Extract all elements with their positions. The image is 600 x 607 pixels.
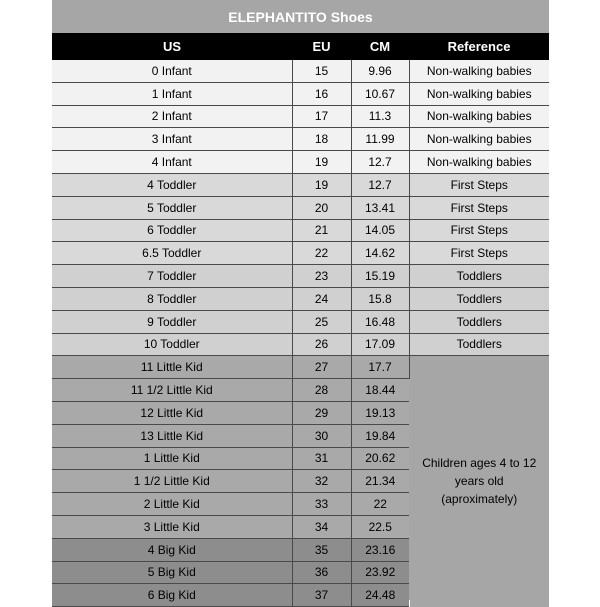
cell-eu: 36	[292, 561, 351, 584]
cell-cm: 14.05	[351, 219, 409, 242]
cell-us: 9 Toddler	[52, 310, 292, 333]
table-row	[52, 287, 549, 310]
header-reference: Reference	[409, 33, 549, 60]
cell-eu: 17	[292, 105, 351, 128]
header-cm: CM	[351, 33, 409, 60]
cell-reference: First Steps	[409, 196, 549, 219]
table-row	[52, 310, 549, 333]
cell-cm: 22	[351, 493, 409, 516]
cell-us: 4 Infant	[52, 151, 292, 174]
cell-reference: Toddlers	[409, 265, 549, 288]
cell-eu: 29	[292, 401, 351, 424]
size-chart	[52, 0, 549, 603]
cell-us: 3 Infant	[52, 128, 292, 151]
cell-eu: 19	[292, 173, 351, 196]
cell-cm: 23.16	[351, 538, 409, 561]
cell-reference: First Steps	[409, 173, 549, 196]
cell-eu: 18	[292, 128, 351, 151]
cell-cm: 11.99	[351, 128, 409, 151]
table-row	[52, 219, 549, 242]
cell-cm: 15.19	[351, 265, 409, 288]
table-row	[52, 173, 549, 196]
cell-us: 2 Little Kid	[52, 493, 292, 516]
cell-cm: 22.5	[351, 515, 409, 538]
cell-eu: 21	[292, 219, 351, 242]
cell-cm: 12.7	[351, 151, 409, 174]
table-row	[52, 60, 549, 82]
cell-eu: 25	[292, 310, 351, 333]
cell-cm: 9.96	[351, 60, 409, 82]
cell-eu: 20	[292, 196, 351, 219]
cell-us: 6.5 Toddler	[52, 242, 292, 265]
cell-eu: 28	[292, 379, 351, 402]
cell-reference: Non-walking babies	[409, 60, 549, 82]
header-eu: EU	[292, 33, 351, 60]
cell-us: 5 Toddler	[52, 196, 292, 219]
cell-cm: 14.62	[351, 242, 409, 265]
cell-reference: First Steps	[409, 219, 549, 242]
table-row	[52, 333, 549, 356]
cell-reference: Toddlers	[409, 333, 549, 356]
merged-reference-text: Children ages 4 to 12 years old (aproximately)	[422, 456, 537, 507]
cell-cm: 12.7	[351, 173, 409, 196]
cell-cm: 21.34	[351, 470, 409, 493]
cell-reference-merged	[409, 356, 549, 607]
header-row	[52, 33, 549, 60]
cell-eu: 15	[292, 60, 351, 82]
cell-us: 1 Little Kid	[52, 447, 292, 470]
header-us: US	[52, 33, 292, 60]
cell-cm: 11.3	[351, 105, 409, 128]
cell-cm: 20.62	[351, 447, 409, 470]
cell-reference: Non-walking babies	[409, 151, 549, 174]
cell-us: 12 Little Kid	[52, 401, 292, 424]
cell-us: 3 Little Kid	[52, 515, 292, 538]
cell-reference: First Steps	[409, 242, 549, 265]
cell-eu: 30	[292, 424, 351, 447]
cell-us: 11 Little Kid	[52, 356, 292, 379]
table-row	[52, 128, 549, 151]
cell-cm: 15.8	[351, 287, 409, 310]
cell-cm: 19.13	[351, 401, 409, 424]
cell-reference: Non-walking babies	[409, 82, 549, 105]
size-table	[52, 33, 549, 607]
cell-cm: 19.84	[351, 424, 409, 447]
cell-eu: 37	[292, 584, 351, 607]
cell-cm: 18.44	[351, 379, 409, 402]
cell-us: 0 Infant	[52, 60, 292, 82]
cell-reference: Toddlers	[409, 287, 549, 310]
table-row	[52, 242, 549, 265]
cell-us: 6 Toddler	[52, 219, 292, 242]
cell-us: 4 Big Kid	[52, 538, 292, 561]
cell-eu: 33	[292, 493, 351, 516]
table-row	[52, 105, 549, 128]
cell-us: 6 Big Kid	[52, 584, 292, 607]
cell-eu: 32	[292, 470, 351, 493]
cell-us: 1 1/2 Little Kid	[52, 470, 292, 493]
table-body	[52, 60, 549, 607]
cell-eu: 27	[292, 356, 351, 379]
cell-eu: 34	[292, 515, 351, 538]
cell-cm: 16.48	[351, 310, 409, 333]
cell-reference: Toddlers	[409, 310, 549, 333]
cell-eu: 26	[292, 333, 351, 356]
cell-reference: Non-walking babies	[409, 128, 549, 151]
cell-eu: 22	[292, 242, 351, 265]
cell-us: 5 Big Kid	[52, 561, 292, 584]
cell-us: 4 Toddler	[52, 173, 292, 196]
cell-eu: 19	[292, 151, 351, 174]
table-row	[52, 82, 549, 105]
cell-cm: 10.67	[351, 82, 409, 105]
cell-cm: 24.48	[351, 584, 409, 607]
table-row	[52, 356, 549, 379]
cell-eu: 31	[292, 447, 351, 470]
cell-eu: 16	[292, 82, 351, 105]
cell-us: 10 Toddler	[52, 333, 292, 356]
cell-us: 11 1/2 Little Kid	[52, 379, 292, 402]
cell-us: 1 Infant	[52, 82, 292, 105]
cell-eu: 23	[292, 265, 351, 288]
cell-cm: 13.41	[351, 196, 409, 219]
cell-eu: 24	[292, 287, 351, 310]
table-row	[52, 265, 549, 288]
cell-us: 7 Toddler	[52, 265, 292, 288]
cell-reference: Non-walking babies	[409, 105, 549, 128]
cell-cm: 23.92	[351, 561, 409, 584]
table-row	[52, 196, 549, 219]
cell-us: 2 Infant	[52, 105, 292, 128]
cell-cm: 17.7	[351, 356, 409, 379]
cell-us: 13 Little Kid	[52, 424, 292, 447]
cell-us: 8 Toddler	[52, 287, 292, 310]
chart-title: ELEPHANTITO Shoes	[52, 0, 549, 33]
table-row	[52, 151, 549, 174]
cell-cm: 17.09	[351, 333, 409, 356]
cell-eu: 35	[292, 538, 351, 561]
